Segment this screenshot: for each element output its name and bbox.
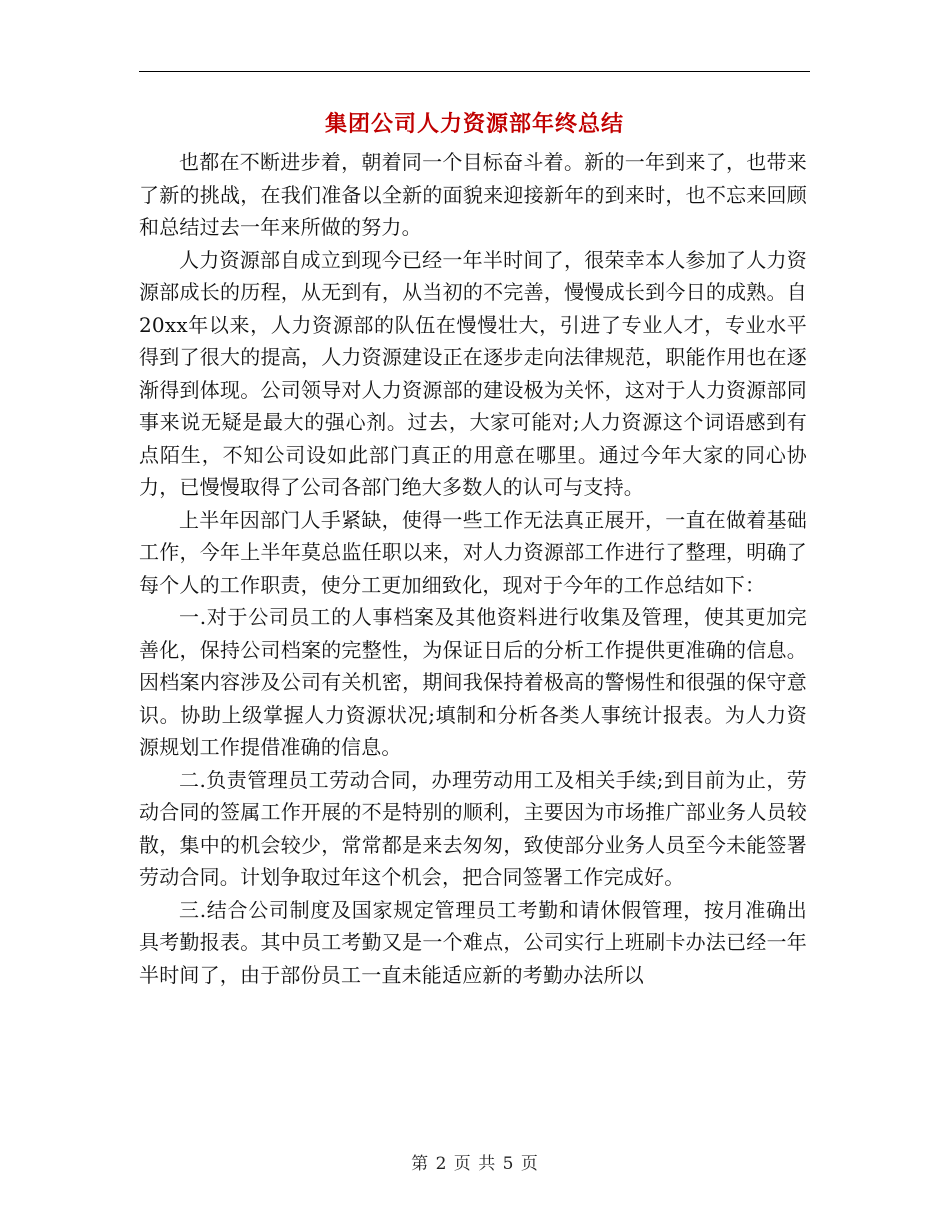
paragraph-item-three: 三.结合公司制度及国家规定管理员工考勤和请休假管理，按月准确出具考勤报表。其中员工考勤又是一个难点，公司实行上班刷卡办法已经一年半时间了，由于部份员工一直未能适应新的考勤办法所以	[139, 897, 807, 987]
paragraph-item-two: 二.负责管理员工劳动合同，办理劳动用工及相关手续;到目前为止，劳动合同的签属工作开展的不是特别的顺利，主要因为市场推广部业务人员较散，集中的机会较少，常常都是来去匆匆，致使部分业务人员至今未能签署劳动合同。计划争取过年这个机会，把合同签署工作完成好。	[139, 767, 807, 889]
header-rule	[139, 71, 810, 72]
document-body	[139, 146, 807, 991]
paragraph-department-history: 人力资源部自成立到现今已经一年半时间了，很荣幸本人参加了人力资源部成长的历程，从无到有，从当初的不完善，慢慢成长到今日的成熟。自20xx年以来，人力资源部的队伍在慢慢壮大，引进了专业人才，专业水平得到了很大的提高，人力资源建设正在逐步走向法律规范，职能作用也在逐渐得到体现。公司领导对人力资源部的建设极为关怀，这对于人力资源部同事来说无疑是最大的强心剂。过去，大家可能对;人力资源这个词语感到有点陌生，不知公司设如此部门真正的用意在哪里。通过今年大家的同心协力，已慢慢取得了公司各部门绝大多数人的认可与支持。	[139, 247, 807, 499]
page-number-footer: 第 2 页 共 5 页	[411, 1154, 539, 1174]
paragraph-intro: 也都在不断进步着，朝着同一个目标奋斗着。新的一年到来了，也带来了新的挑战，在我们准备以全新的面貌来迎接新年的到来时，也不忘来回顾和总结过去一年来所做的努力。	[139, 150, 807, 239]
paragraph-item-one: 一.对于公司员工的人事档案及其他资料进行收集及管理，使其更加完善化，保持公司档案的完整性，为保证日后的分析工作提供更准确的信息。因档案内容涉及公司有关机密，期间我保持着极高的警惕性和很强的保守意识。协助上级掌握人力资源状况;填制和分析各类人事统计报表。为人力资源规划工作提借准确的信息。	[139, 605, 807, 759]
paragraph-first-half-summary: 上半年因部门人手紧缺，使得一些工作无法真正展开，一直在做着基础工作，今年上半年莫总监任职以来，对人力资源部工作进行了整理，明确了每个人的工作职责，使分工更加细致化，现对于今年的工作总结如下：	[139, 507, 807, 597]
document-title: 集团公司人力资源部年终总结	[324, 112, 624, 137]
